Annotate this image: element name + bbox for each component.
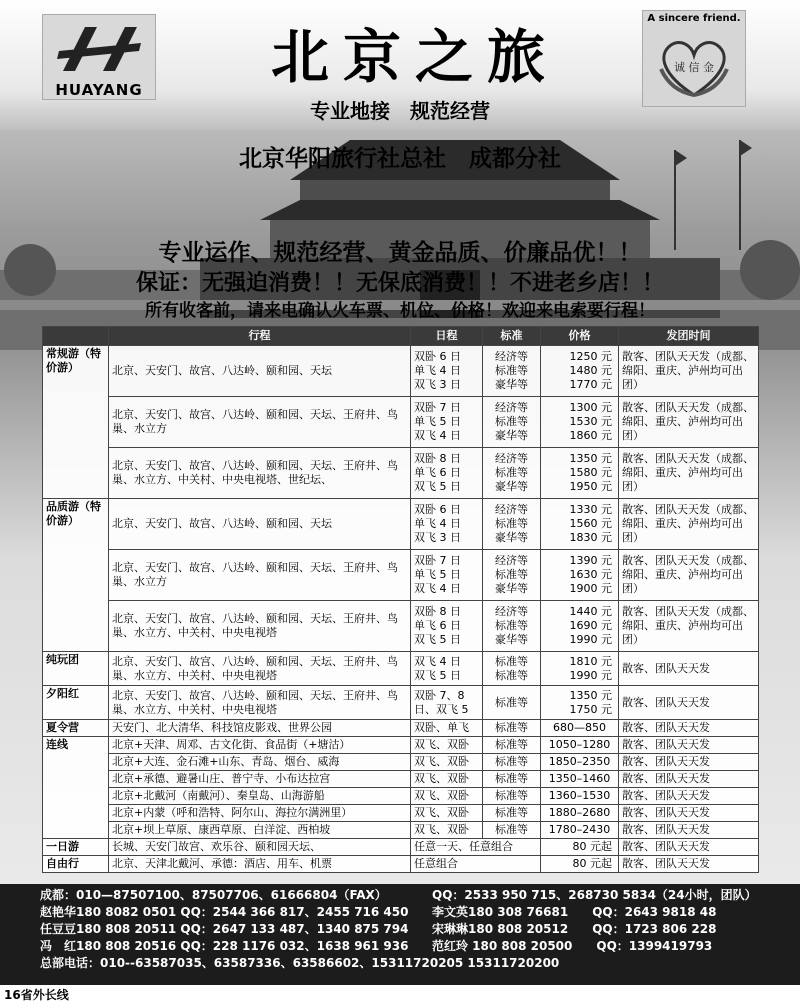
- header: [0, 0, 800, 130]
- schedule-cell: 双飞、双卧: [411, 771, 483, 788]
- route-cell: 北京+北戴河（南戴河）、秦皇岛、山海游船: [109, 788, 411, 805]
- contact-right: 宋琳琳180 808 20512 QQ：1723 806 228: [432, 922, 717, 936]
- tagline-1: 专业运作、规范经营、黄金品质、价廉品优！！: [158, 240, 642, 266]
- departure-cell: 散客、团队天天发: [619, 720, 759, 737]
- price-cell: 1350 元 1750 元: [541, 686, 619, 720]
- standard-cell: 标准等 标准等: [483, 652, 541, 686]
- schedule-cell: 双飞、双卧: [411, 788, 483, 805]
- schedule-cell: 双卧 6 日 单飞 4 日 双飞 3 日: [411, 346, 483, 397]
- sincere-badge: [642, 10, 746, 107]
- chengdu-phone: 成都：010—87507100、87507706、61666804（FAX）: [40, 888, 387, 902]
- route-cell: 北京+坝上草原、康西草原、白洋淀、西柏坡: [109, 822, 411, 839]
- route-cell: 北京+大连、金石滩+山东、青岛、烟台、威海: [109, 754, 411, 771]
- standard-cell: 标准等: [483, 720, 541, 737]
- schedule-cell: 双卧、单飞: [411, 720, 483, 737]
- header-departure: 发团时间: [619, 327, 759, 346]
- departure-cell: 散客、团队天天发: [619, 686, 759, 720]
- schedule-cell: 双卧 8 日 单飞 6 日 双飞 5 日: [411, 448, 483, 499]
- standard-cell: 标准等: [483, 686, 541, 720]
- route-cell: 北京、天安门、故宫、八达岭、颐和园、天坛、王府井、鸟巢、水立方: [109, 550, 411, 601]
- main-qq: QQ：2533 950 715、268730 5834（24小时，团队）: [432, 888, 757, 902]
- price-cell: 1050–1280: [541, 737, 619, 754]
- price-cell: 1850–2350: [541, 754, 619, 771]
- header-blank: [43, 327, 109, 346]
- schedule-cell: 双卧 7、8 日、双飞 5: [411, 686, 483, 720]
- category-cell: 连线: [43, 737, 109, 839]
- route-cell: 北京+承德、避暑山庄、普宁寺、小布达拉宫: [109, 771, 411, 788]
- standard-cell: 标准等: [483, 788, 541, 805]
- standard-cell: 标准等: [483, 805, 541, 822]
- contact-right: 范红玲 180 808 20500 QQ：1399419793: [432, 939, 713, 953]
- header-route: 行程: [109, 327, 411, 346]
- table-row: [43, 601, 759, 652]
- table-row: [43, 652, 759, 686]
- logo-text: HUAYANG: [55, 81, 143, 99]
- price-cell: 1350 元 1580 元 1950 元: [541, 448, 619, 499]
- departure-cell: 散客、团队天天发: [619, 788, 759, 805]
- schedule-cell: 双卧 7 日 单飞 5 日 双飞 4 日: [411, 550, 483, 601]
- table-row: [43, 788, 759, 805]
- table-row: [43, 346, 759, 397]
- schedule-cell: 双飞、双卧: [411, 754, 483, 771]
- page-label: 16省外长线: [4, 988, 69, 1002]
- route-cell: 天安门、北大清华、科技馆皮影戏、世界公园: [109, 720, 411, 737]
- contact-footer: [0, 884, 800, 985]
- route-cell: 北京+天津、周邓、古文化街、食品街（+塘沽）: [109, 737, 411, 754]
- contact-left: 赵艳华180 8082 0501 QQ：2544 366 817、2455 716 450: [40, 905, 409, 919]
- standard-cell: 经济等 标准等 豪华等: [483, 448, 541, 499]
- header-price: 价格: [541, 327, 619, 346]
- slogan: 专业地接 规范经营: [310, 99, 490, 123]
- departure-cell: 散客、团队天天发: [619, 856, 759, 873]
- header-standard: 标准: [483, 327, 541, 346]
- category-cell: 夏令营: [43, 720, 109, 737]
- departure-cell: 散客、团队天天发（成都、绵阳、重庆、泸州均可出团）: [619, 499, 759, 550]
- header-schedule: 日程: [411, 327, 483, 346]
- table-row: [43, 839, 759, 856]
- table-row: [43, 720, 759, 737]
- route-cell: 北京、天安门、故宫、八达岭、颐和园、天坛、王府井、鸟巢、水立方: [109, 397, 411, 448]
- schedule-cell: 双卧 8 日 单飞 6 日 双飞 5 日: [411, 601, 483, 652]
- standard-cell: 标准等: [483, 771, 541, 788]
- departure-cell: 散客、团队天天发（成都、绵阳、重庆、泸州均可出团）: [619, 397, 759, 448]
- price-cell: 1390 元 1630 元 1900 元: [541, 550, 619, 601]
- departure-cell: 散客、团队天天发（成都、绵阳、重庆、泸州均可出团）: [619, 448, 759, 499]
- departure-cell: 散客、团队天天发: [619, 652, 759, 686]
- price-cell: 1360–1530: [541, 788, 619, 805]
- table-row: [43, 686, 759, 720]
- route-cell: 北京、天安门、故宫、八达岭、颐和园、天坛: [109, 499, 411, 550]
- departure-cell: 散客、团队天天发: [619, 822, 759, 839]
- schedule-cell: 双卧 7 日 单飞 5 日 双飞 4 日: [411, 397, 483, 448]
- heart-hands-icon: [655, 29, 733, 101]
- standard-cell: 经济等 标准等 豪华等: [483, 346, 541, 397]
- schedule-cell: 任意组合: [411, 856, 541, 873]
- schedule-cell: 双卧 6 日 单飞 4 日 双飞 3 日: [411, 499, 483, 550]
- table-row: [43, 499, 759, 550]
- route-cell: 北京、天安门、故宫、八达岭、颐和园、天坛: [109, 346, 411, 397]
- table-row: [43, 448, 759, 499]
- price-cell: 80 元起: [541, 839, 619, 856]
- table-row: [43, 737, 759, 754]
- route-cell: 北京+内蒙（呼和浩特、阿尔山、海拉尔满洲里）: [109, 805, 411, 822]
- route-cell: 北京、天安门、故宫、八达岭、颐和园、天坛、王府井、鸟巢、水立方、中关村、中央电视塔: [109, 686, 411, 720]
- h-logo-icon: [53, 21, 145, 79]
- contact-left: 任豆豆180 808 20511 QQ：2647 133 487、1340 875 794: [40, 922, 409, 936]
- route-cell: 北京、天津北戴河、承德：酒店、用车、机票: [109, 856, 411, 873]
- table-row: [43, 856, 759, 873]
- route-cell: 长城、天安门故宫、欢乐谷、颐和园天坛、: [109, 839, 411, 856]
- huayang-logo: [42, 14, 156, 100]
- route-cell: 北京、天安门、故宫、八达岭、颐和园、天坛、王府井、鸟巢、水立方、中关村、中央电视塔: [109, 601, 411, 652]
- schedule-cell: 双飞 4 日 双飞 5 日: [411, 652, 483, 686]
- standard-cell: 经济等 标准等 豪华等: [483, 601, 541, 652]
- price-cell: 1330 元 1560 元 1830 元: [541, 499, 619, 550]
- ad-title: 北京之旅: [270, 23, 559, 91]
- schedule-cell: 双飞、双卧: [411, 737, 483, 754]
- category-cell: 自由行: [43, 856, 109, 873]
- price-cell: 1810 元 1990 元: [541, 652, 619, 686]
- schedule-cell: 双飞、双卧: [411, 805, 483, 822]
- departure-cell: 散客、团队天天发: [619, 839, 759, 856]
- category-cell: 常规游（特价游）: [43, 346, 109, 499]
- route-table: [42, 326, 759, 873]
- table-row: [43, 805, 759, 822]
- contact-left: 冯 红180 808 20516 QQ：228 1176 032、1638 961 936: [40, 939, 409, 953]
- price-cell: 80 元起: [541, 856, 619, 873]
- table-row: [43, 771, 759, 788]
- table-row: [43, 397, 759, 448]
- price-cell: 1300 元 1530 元 1860 元: [541, 397, 619, 448]
- standard-cell: 经济等 标准等 豪华等: [483, 499, 541, 550]
- departure-cell: 散客、团队天天发（成都、绵阳、重庆、泸州均可出团）: [619, 550, 759, 601]
- standard-cell: 标准等: [483, 737, 541, 754]
- table-row: [43, 754, 759, 771]
- departure-cell: 散客、团队天天发: [619, 805, 759, 822]
- tagline-3: 所有收客前，请来电确认火车票、机位、价格！欢迎来电索要行程！: [145, 301, 655, 321]
- table-header: [43, 327, 759, 346]
- category-cell: 纯玩团: [43, 652, 109, 686]
- departure-cell: 散客、团队天天发（成都、绵阳、重庆、泸州均可出团）: [619, 346, 759, 397]
- price-cell: 1880–2680: [541, 805, 619, 822]
- standard-cell: 经济等 标准等 豪华等: [483, 397, 541, 448]
- standard-cell: 标准等: [483, 754, 541, 771]
- departure-cell: 散客、团队天天发: [619, 754, 759, 771]
- price-cell: 1440 元 1690 元 1990 元: [541, 601, 619, 652]
- price-cell: 1780–2430: [541, 822, 619, 839]
- price-cell: 1250 元 1480 元 1770 元: [541, 346, 619, 397]
- departure-cell: 散客、团队天天发: [619, 771, 759, 788]
- standard-cell: 标准等: [483, 822, 541, 839]
- route-cell: 北京、天安门、故宫、八达岭、颐和园、天坛、王府井、鸟巢、水立方、中关村、中央电视塔: [109, 652, 411, 686]
- departure-cell: 散客、团队天天发: [619, 737, 759, 754]
- contact-right: 李文英180 308 76681 QQ：2643 9818 48: [432, 905, 717, 919]
- standard-cell: 经济等 标准等 豪华等: [483, 550, 541, 601]
- sincere-mark: 诚 信 金: [674, 61, 714, 74]
- schedule-cell: 任意一天、任意组合: [411, 839, 541, 856]
- table-row: [43, 550, 759, 601]
- schedule-cell: 双飞、双卧: [411, 822, 483, 839]
- departure-cell: 散客、团队天天发（成都、绵阳、重庆、泸州均可出团）: [619, 601, 759, 652]
- category-cell: 品质游（特价游）: [43, 499, 109, 652]
- sincere-text: A sincere friend.: [647, 13, 741, 24]
- price-cell: 680—850: [541, 720, 619, 737]
- company-name: 北京华阳旅行社总社 成都分社: [239, 146, 561, 172]
- route-cell: 北京、天安门、故宫、八达岭、颐和园、天坛、王府井、鸟巢、水立方、中关村、中央电视塔、世纪坛、: [109, 448, 411, 499]
- tagline-2: 保证：无强迫消费！！无保底消费！！不进老乡店！！: [135, 271, 664, 296]
- category-cell: 夕阳红: [43, 686, 109, 720]
- hq-phone: 总部电话：010--63587035、63587336、63586602、15311720205 15311720200: [40, 956, 560, 970]
- table-row: [43, 822, 759, 839]
- price-cell: 1350–1460: [541, 771, 619, 788]
- category-cell: 一日游: [43, 839, 109, 856]
